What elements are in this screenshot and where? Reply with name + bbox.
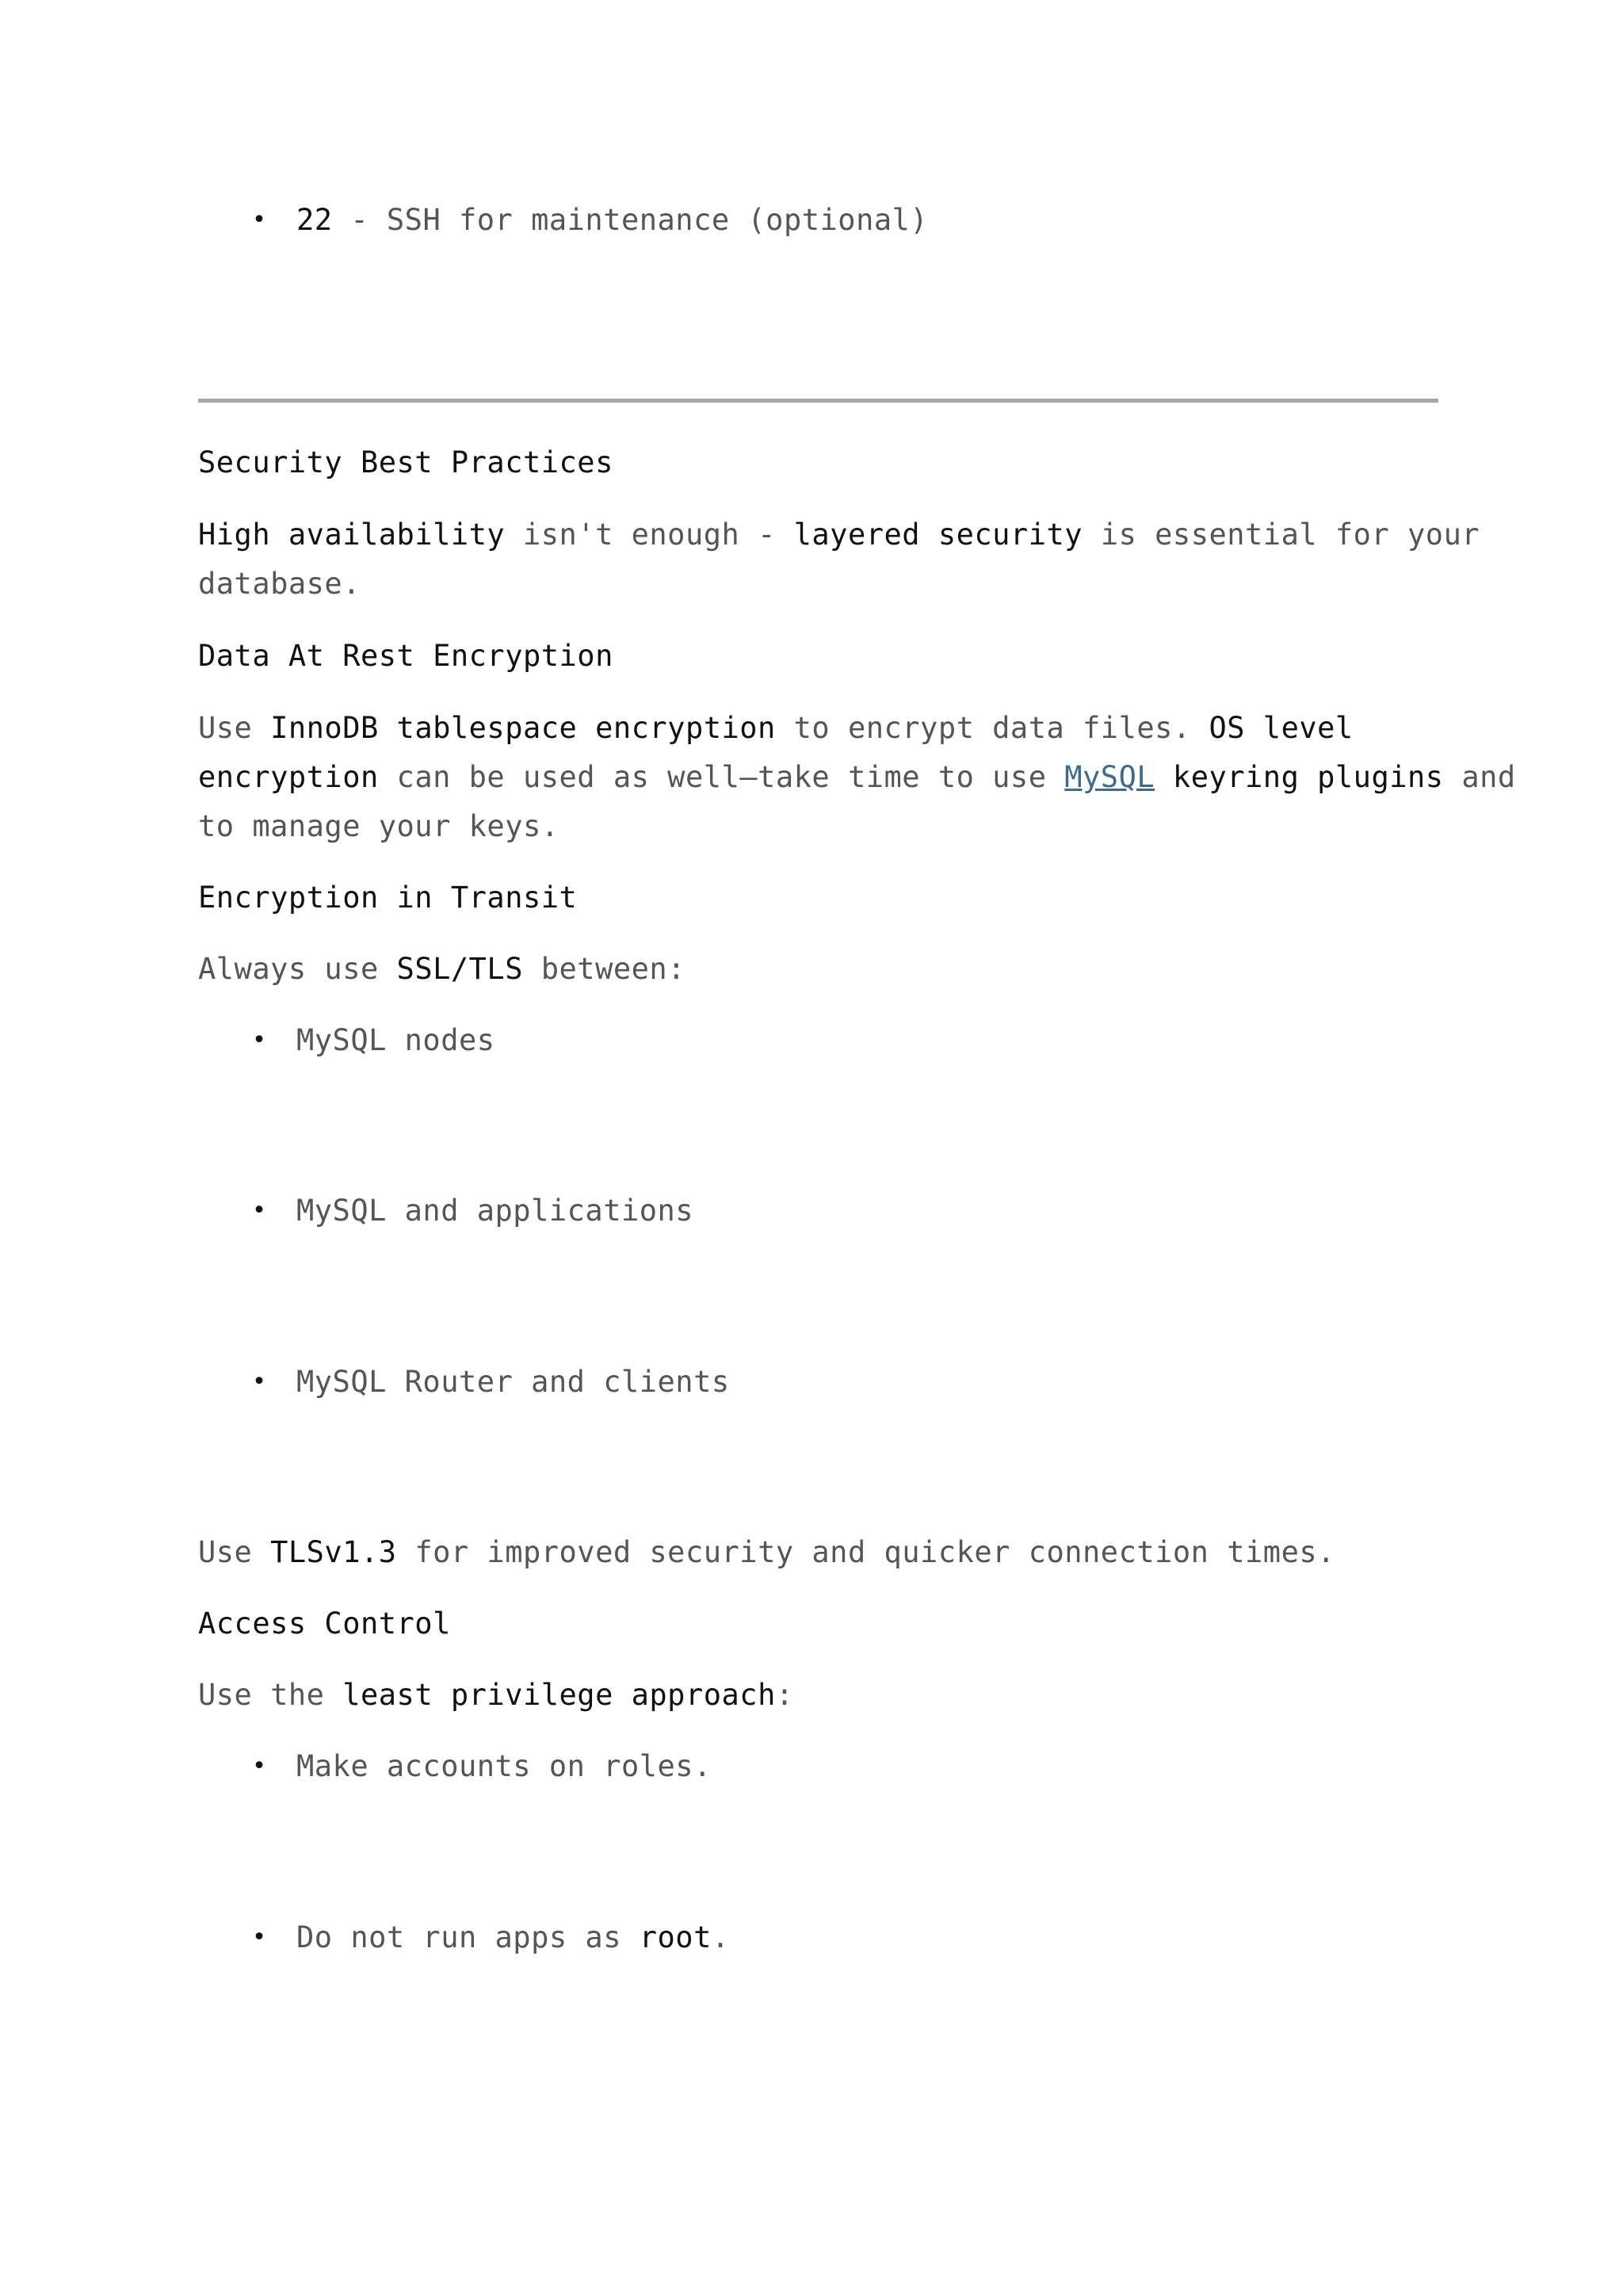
- list-item-text: MySQL Router and clients: [296, 1365, 730, 1399]
- rest-encryption-line-3: to manage your keys.: [198, 809, 559, 843]
- security-intro-line-1: High availability isn't enough - layered security is essential for your: [198, 518, 1480, 552]
- list-item-text: 22 - SSH for maintenance (optional): [296, 203, 929, 237]
- bullet-icon: •: [252, 1197, 267, 1224]
- section-heading-rest-encryption: Data At Rest Encryption: [198, 639, 613, 673]
- transit-intro: Always use SSL/TLS between:: [198, 952, 685, 986]
- tls-note: Use TLSv1.3 for improved security and quicker connection times.: [198, 1535, 1335, 1569]
- bullet-icon: •: [252, 206, 267, 234]
- list-item-text: Make accounts on roles.: [296, 1749, 712, 1783]
- bullet-icon: •: [252, 1368, 267, 1396]
- bullet-icon: •: [252, 1752, 267, 1780]
- bullet-icon: •: [252, 1026, 267, 1054]
- port-number: 22: [296, 203, 333, 237]
- section-heading-transit: Encryption in Transit: [198, 881, 578, 915]
- access-intro: Use the least privilege approach:: [198, 1678, 794, 1712]
- bullet-icon: •: [252, 1924, 267, 1951]
- section-heading-security: Security Best Practices: [198, 445, 613, 479]
- section-heading-access: Access Control: [198, 1606, 451, 1641]
- list-item-text: Do not run apps as root.: [296, 1920, 730, 1954]
- horizontal-divider: [198, 399, 1438, 403]
- rest-encryption-line-1: Use InnoDB tablespace encryption to encrypt data files. OS level: [198, 711, 1354, 745]
- list-item-text: MySQL nodes: [296, 1023, 495, 1057]
- list-item-text: MySQL and applications: [296, 1194, 694, 1228]
- security-intro-line-2: database.: [198, 567, 361, 601]
- mysql-link[interactable]: MySQL: [1064, 760, 1155, 794]
- rest-encryption-line-2: encryption can be used as well—take time to use MySQL keyring plugins and: [198, 760, 1516, 794]
